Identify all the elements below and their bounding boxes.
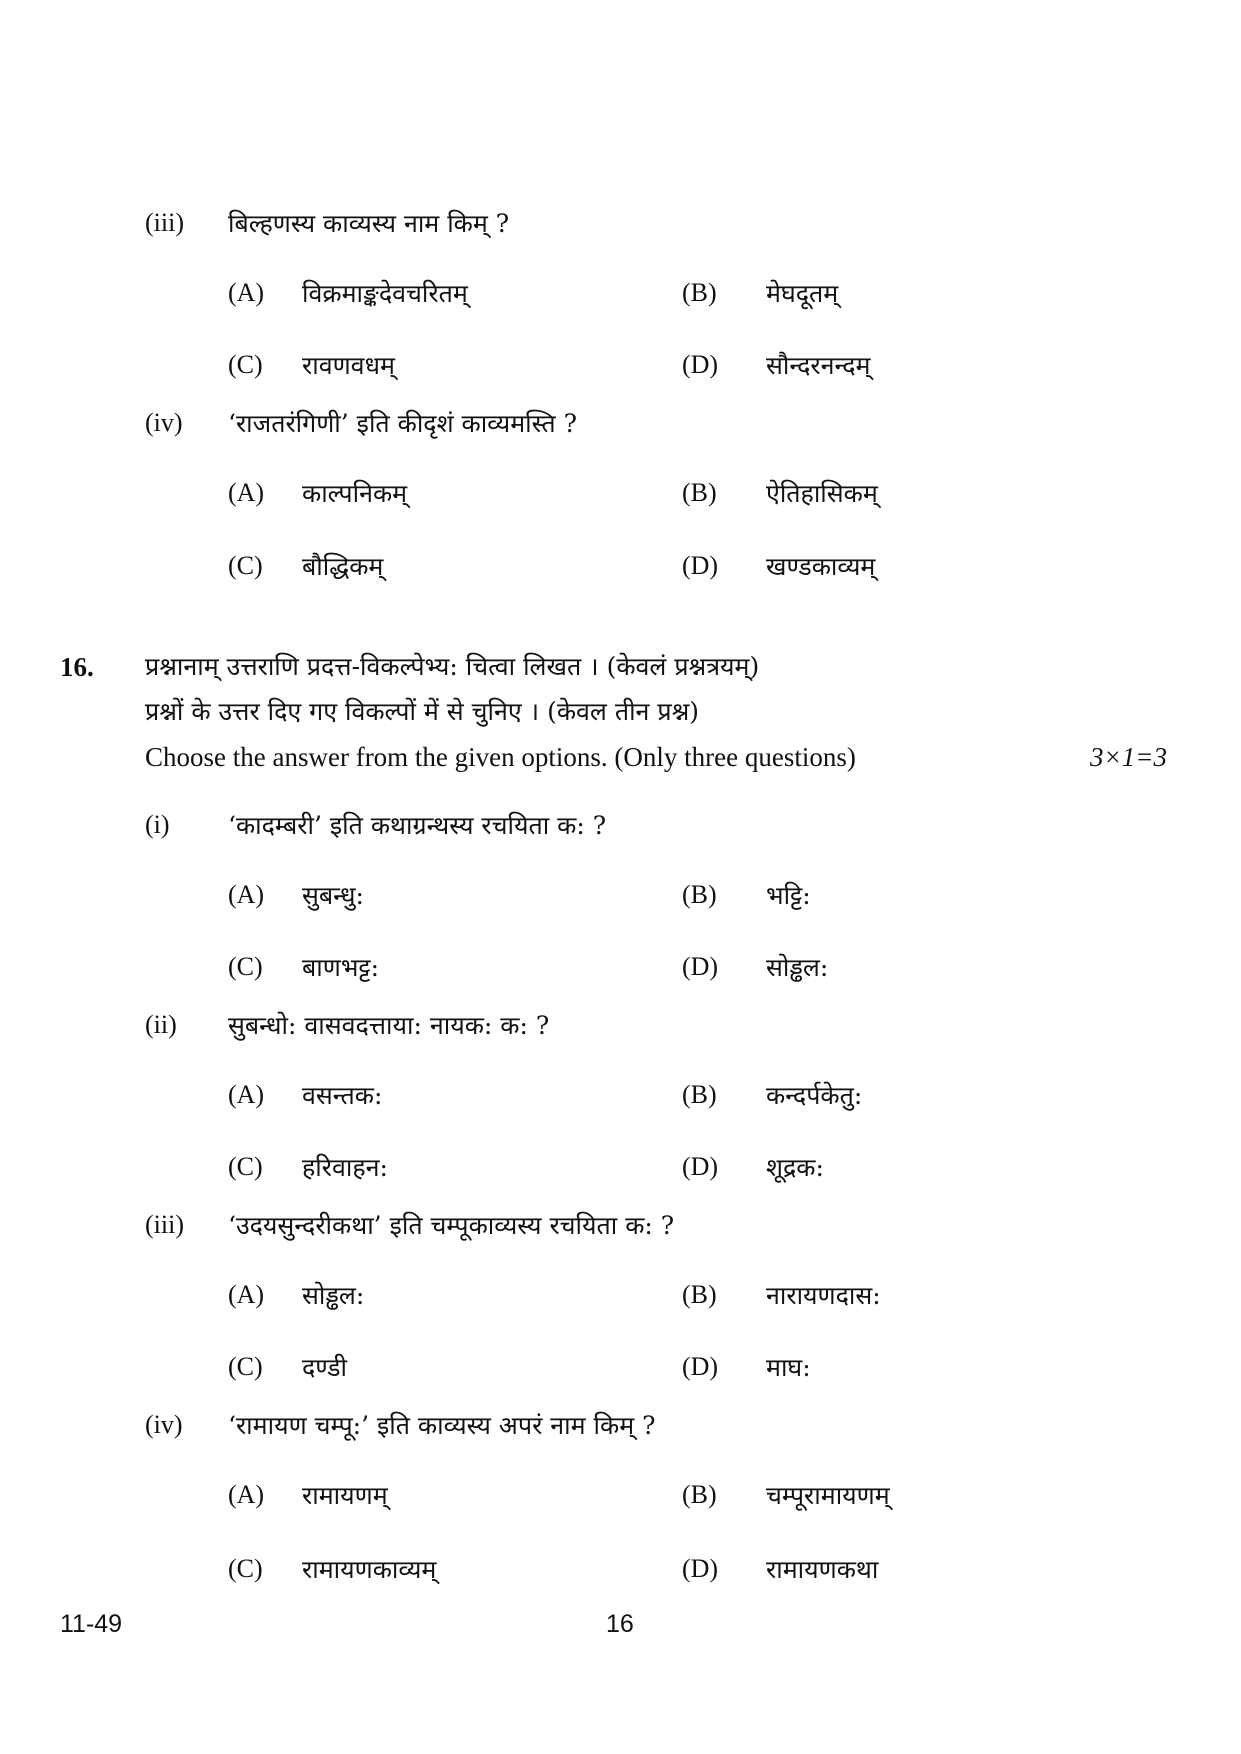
option-label: (D) [682,1554,719,1583]
question-label: (iii) [145,1210,184,1239]
option-text: रामायणकाव्यम् [302,1555,437,1584]
option-label: (D) [682,1352,719,1381]
instruction-sanskrit: प्रश्नानाम् उत्तराणि प्रदत्त-विकल्पेभ्य: चित्वा लिखत । (केवलं प्रश्नत्रयम्) [145,652,760,681]
option-text: ऐतिहासिकम् [766,479,878,508]
option-text: मेघदूतम् [766,279,839,308]
instruction-english: Choose the answer from the given options. (Only three questions) [145,742,856,772]
option-text: माघ: [766,1353,811,1382]
question-text: ‘राजतरंगिणी’ इति कीदृशं काव्यमस्ति ? [228,409,577,438]
option-label: (A) [228,278,265,307]
question-text: बिल्हणस्य काव्यस्य नाम किम् ? [228,209,510,238]
option-text: शूद्रक: [766,1153,824,1182]
option-label: (A) [228,1280,265,1309]
question-number: 16. [60,652,94,682]
question-label: (ii) [145,1010,177,1039]
option-text: हरिवाहन: [302,1153,388,1182]
option-label: (A) [228,1480,265,1509]
option-text: विक्रमाङ्कदेवचरितम् [302,279,468,308]
option-text: नारायणदास: [766,1281,881,1310]
option-label: (C) [228,1352,263,1381]
paper-code: 11-49 [60,1610,123,1638]
option-text: वसन्तक: [302,1081,383,1110]
page-number: 16 [606,1610,634,1638]
option-text: चम्पूरामायणम् [766,1481,890,1510]
option-text: कन्दर्पकेतु: [766,1081,863,1110]
option-label: (B) [682,1480,717,1509]
marks-allocation: 3×1=3 [1090,742,1167,772]
question-label: (i) [145,810,170,839]
question-text: ‘कादम्बरी’ इति कथाग्रन्थस्य रचयिता क: ? [228,811,607,840]
question-text: ‘उदयसुन्दरीकथा’ इति चम्पूकाव्यस्य रचयिता क: ? [228,1211,675,1240]
question-label: (iii) [145,208,184,237]
question-label: (iv) [145,1410,183,1439]
option-label: (C) [228,1554,263,1583]
option-label: (D) [682,551,719,580]
option-text: सोड्ढल: [766,953,829,982]
option-label: (D) [682,952,719,981]
option-text: खण्डकाव्यम् [766,552,876,581]
option-label: (C) [228,350,263,379]
option-text: रामायणम् [302,1481,388,1510]
option-label: (B) [682,1280,717,1309]
question-text: ‘रामायण चम्पू:’ इति काव्यस्य अपरं नाम किम् ? [228,1411,656,1440]
instruction-hindi: प्रश्नों के उत्तर दिए गए विकल्पों में से चुनिए । (केवल तीन प्रश्न) [145,697,700,726]
option-text: भट्टि: [766,881,811,910]
option-text: सुबन्धु: [302,881,364,910]
option-label: (D) [682,350,719,379]
option-text: बौद्धिकम् [302,552,384,581]
option-text: रामायणकथा [766,1555,879,1584]
option-text: दण्डी [302,1353,348,1382]
option-label: (B) [682,278,717,307]
option-label: (D) [682,1152,719,1181]
option-label: (A) [228,880,265,909]
option-text: बाणभट्ट: [302,953,380,982]
option-label: (B) [682,1080,717,1109]
option-label: (B) [682,478,717,507]
option-label: (A) [228,1080,265,1109]
option-label: (B) [682,880,717,909]
option-text: काल्पनिकम् [302,479,408,508]
option-label: (C) [228,551,263,580]
question-label: (iv) [145,408,183,437]
option-label: (C) [228,952,263,981]
option-text: रावणवधम् [302,351,395,380]
option-label: (C) [228,1152,263,1181]
option-label: (A) [228,478,265,507]
option-text: सोड्ढल: [302,1281,365,1310]
option-text: सौन्दरनन्दम् [766,351,871,380]
question-text: सुबन्धो: वासवदत्ताया: नायक: क: ? [228,1011,550,1040]
